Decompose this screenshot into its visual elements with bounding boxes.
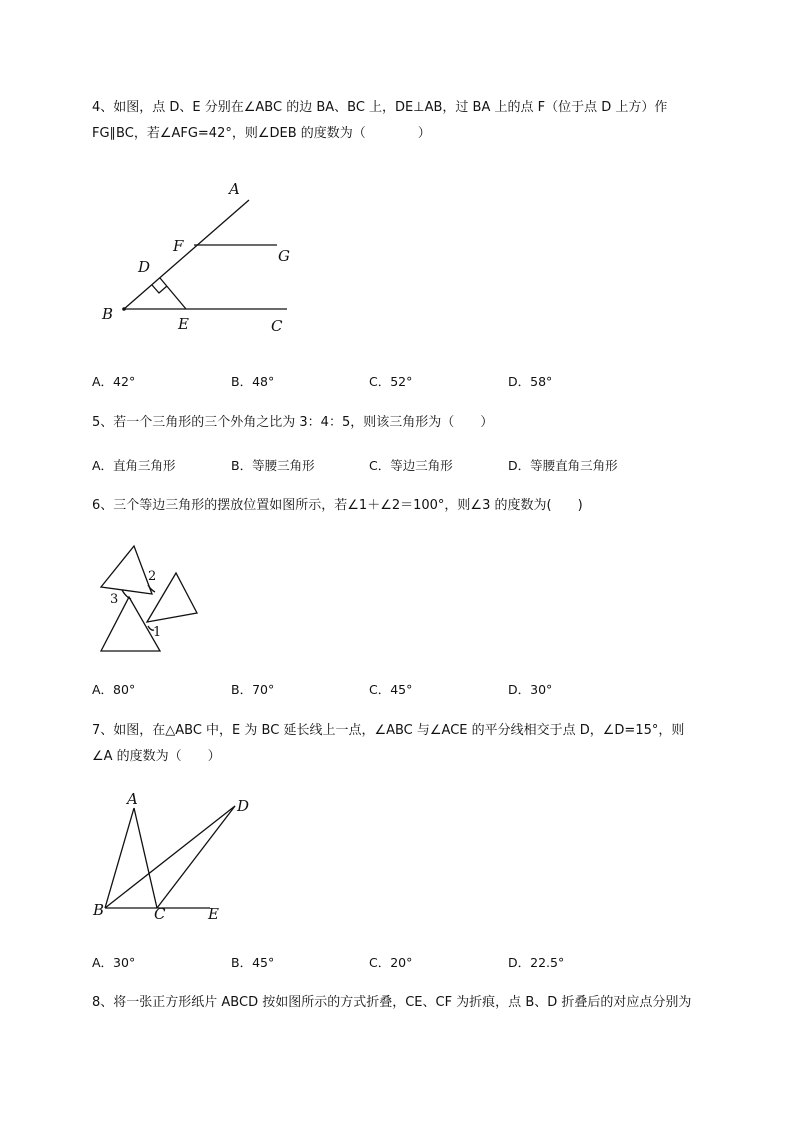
- q5-option-d[interactable]: D．等腰直角三角形: [508, 458, 618, 473]
- q6-label-1: 1: [153, 625, 162, 640]
- q4-text-line2: FG∥BC，若∠AFG=42°，则∠DEB 的度数为（ ）: [92, 126, 431, 141]
- q4-option-c[interactable]: C．52°: [369, 374, 413, 389]
- q7-line-ab: [105, 808, 134, 908]
- q4-label-c: C: [271, 317, 283, 335]
- q5-option-b[interactable]: B．等腰三角形: [231, 458, 315, 473]
- q6-label-2: 2: [148, 569, 157, 584]
- q7-label-e: E: [208, 905, 219, 923]
- q7-label-a: A: [127, 790, 138, 808]
- q4-label-d: D: [138, 258, 151, 276]
- q7-label-d: D: [237, 797, 250, 815]
- q6-option-b[interactable]: B．70°: [231, 682, 275, 697]
- q7-option-a[interactable]: A．30°: [92, 955, 136, 970]
- q7-options: [92, 953, 732, 973]
- q4-option-a[interactable]: A．42°: [92, 374, 136, 389]
- q5-option-a[interactable]: A．直角三角形: [92, 458, 176, 473]
- q7-text-line1: 7、如图，在△ABC 中，E 为 BC 延长线上一点，∠ABC 与∠ACE 的平分线相交于点 D，∠D=15°，则: [92, 723, 685, 738]
- q7-option-c[interactable]: C．20°: [369, 955, 413, 970]
- q7-line-ac: [134, 808, 157, 908]
- q4-option-b[interactable]: B．48°: [231, 374, 275, 389]
- q6-option-a[interactable]: A．80°: [92, 682, 136, 697]
- q7-label-b: B: [93, 901, 105, 919]
- q4-text-line1: 4、如图，点 D、E 分别在∠ABC 的边 BA、BC 上，DE⊥AB，过 BA 上的点 F（位于点 D 上方）作: [92, 100, 668, 115]
- q6-option-c[interactable]: C．45°: [369, 682, 413, 697]
- q7-label-c: C: [154, 905, 166, 923]
- q4-label-f: F: [173, 237, 184, 255]
- q4-label-a: A: [229, 180, 240, 198]
- q6-option-d[interactable]: D．30°: [508, 682, 553, 697]
- q6-label-3: 3: [110, 592, 119, 607]
- q8-text-line1: 8、将一张正方形纸片 ABCD 按如图所示的方式折叠，CE、CF 为折痕，点 B、D 折叠后的对应点分别为: [92, 995, 692, 1010]
- q5-option-c[interactable]: C．等边三角形: [369, 458, 453, 473]
- q7-option-d[interactable]: D．22.5°: [508, 955, 565, 970]
- q4-label-g: G: [278, 247, 290, 265]
- q4-option-d[interactable]: D．58°: [508, 374, 553, 389]
- q6-text-line1: 6、三个等边三角形的摆放位置如图所示，若∠1＋∠2＝100°，则∠3 的度数为( ): [92, 498, 583, 513]
- q7-line-cd: [157, 806, 235, 908]
- q4-label-b: B: [102, 305, 114, 323]
- q7-line-bd: [105, 806, 235, 908]
- q7-text-line2: ∠A 的度数为（ ）: [92, 749, 221, 764]
- q5-text-line1: 5、若一个三角形的三个外角之比为 3：4：5，则该三角形为（ ）: [92, 415, 494, 430]
- q7-option-b[interactable]: B．45°: [231, 955, 275, 970]
- q4-label-e: E: [178, 315, 189, 333]
